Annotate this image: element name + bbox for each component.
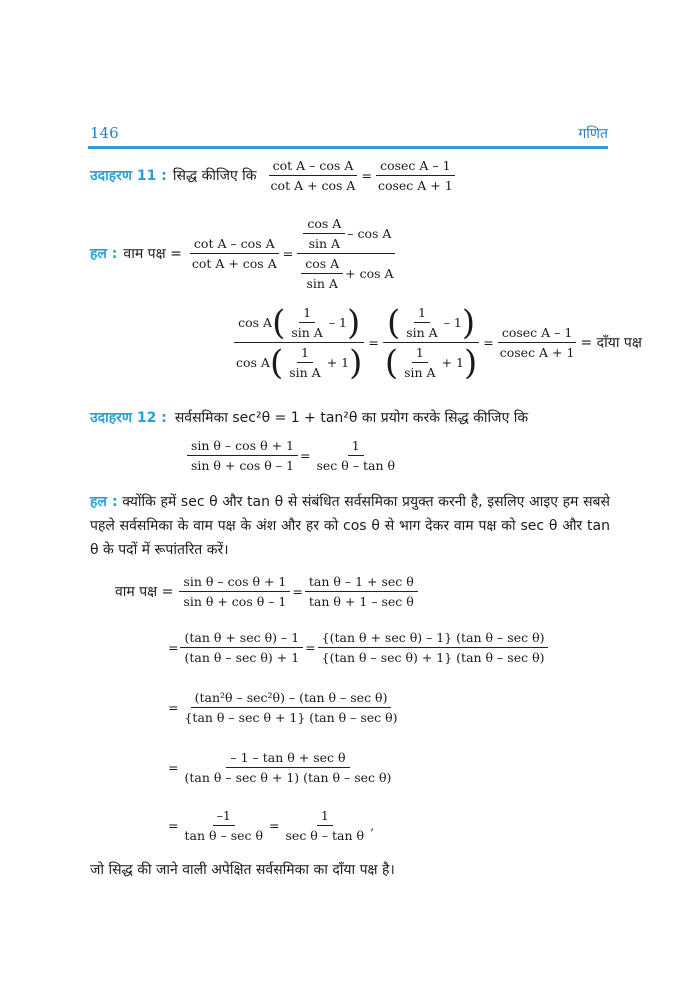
sol12-step-4: = $\frac{\text{– 1 – tan θ + sec θ}}{\text{(tan θ – sec θ + 1) (tan θ – sec θ)}}$ <box>168 750 397 785</box>
sol12-conclusion: जो सिद्ध की जाने वाली अपेक्षित सर्वसमिका का दाँया पक्ष है। <box>90 862 395 878</box>
sol12-s8-den: sec θ – tan θ <box>285 828 365 843</box>
ex12-lhs-num: sin θ – cos θ + 1 <box>187 438 298 456</box>
ex11-lhs-den: cot A + cos A <box>270 178 356 193</box>
sol12-s5-num: (tan²θ – sec²θ) – (tan θ – sec θ) <box>191 690 392 708</box>
sol12-step-3: = $\frac{\text{(tan²θ – sec²θ) – (tan θ – sec θ)}}{\text{\{tan θ – sec θ + 1\} (tan θ – sec θ)}}$ <box>168 690 404 725</box>
sol12-s7-den: tan θ – sec θ <box>184 828 264 843</box>
sol11-step2-a-inner <box>287 305 326 340</box>
sol12-s8-num: 1 <box>317 808 333 826</box>
sol12-s2 <box>305 574 418 609</box>
sol11-step2-b-inner <box>402 305 441 340</box>
example-11-statement: सिद्ध कीजिए कि <box>172 168 257 184</box>
sol11-compound-num <box>297 216 395 254</box>
sol12-step-2: = $\frac{\text{(tan θ + sec θ) – 1}}{\text{(tan θ – sec θ) + 1}}$ = $\frac{\text{\{(tan θ + sec θ) – 1\} (tan θ – sec θ)}}{\text{\{(tan θ – sec θ) + 1\} (tan θ – sec θ)}}$ <box>168 630 550 665</box>
sol11-step2-result <box>496 325 579 360</box>
solution-11-label: हल : <box>90 246 118 262</box>
ex11-lhs-num: cot A – cos A <box>269 158 358 176</box>
example-11-label: उदाहरण 11 : <box>90 168 167 184</box>
ex11-rhs-den: cosec A + 1 <box>377 178 453 193</box>
sol11-step2-b-num: ( $\frac{1}{\text{sin A}}$ – 1 ) <box>383 305 479 343</box>
sol11-step2-a-minus-one: – 1 <box>328 315 347 330</box>
sol12-s4-num: {(tan θ + sec θ) – 1} (tan θ – sec θ) <box>318 630 549 648</box>
ex12-rhs-fraction <box>312 438 399 473</box>
sol11-rhs-text: = दाँया पक्ष <box>580 335 642 351</box>
sol11-inner-bottom-den: sin A <box>306 276 338 291</box>
sol12-s3 <box>180 630 303 665</box>
page-number: 146 <box>90 124 119 142</box>
ex11-rhs-num: cosec A – 1 <box>376 158 455 176</box>
sol11-step2-a-den: cos A ( $\frac{1}{\text{sin A}}$ + 1 ) <box>236 342 363 383</box>
sol12-s8 <box>282 808 369 843</box>
sol11-inner-bottom-num: cos A <box>301 256 343 274</box>
sol12-s5-den: {tan θ – sec θ + 1} (tan θ – sec θ) <box>184 710 398 725</box>
sol11-step2-result-den: cosec A + 1 <box>499 345 575 360</box>
ex12-lhs-fraction <box>187 438 298 473</box>
sol11-step2-a-plus-one: + 1 <box>326 355 350 370</box>
sol11-step2-frac-a <box>232 302 366 383</box>
ex12-lhs-den: sin θ + cos θ – 1 <box>191 458 294 473</box>
sol11-step2-b-den-inner-den: sin A <box>404 365 436 380</box>
sol11-minus-cos: – cos A <box>347 226 392 241</box>
sol12-s3-den: (tan θ – sec θ) + 1 <box>184 650 300 665</box>
sol11-step2-b-den-inner-num: 1 <box>412 345 428 363</box>
ex12-rhs-num: 1 <box>348 438 364 456</box>
ex11-rhs-fraction <box>374 158 457 193</box>
subject-title: गणित <box>578 126 608 142</box>
sol12-s1-num: sin θ – cos θ + 1 <box>179 574 290 592</box>
example-12-label: उदाहरण 12 : <box>90 410 167 426</box>
solution-12-text: क्योंकि हमें sec θ और tan θ से संबंधित सर्वसमिका प्रयुक्त करनी है, इसलिए आइए हम सबसे पहले सर्वसमिका के वाम पक्ष के अंश और हर को cos θ से भाग देकर वाम पक्ष को sec θ और tan θ के पदों में रूपांतरित करें। <box>90 494 610 558</box>
sol11-compound-den <box>295 254 397 291</box>
sol12-s3-num: (tan θ + sec θ) – 1 <box>180 630 303 648</box>
example-12 <box>90 408 610 427</box>
sol11-inner-bottom <box>301 256 343 291</box>
sol11-step2-a-num: cos A ( $\frac{1}{\text{sin A}}$ – 1 ) <box>234 305 364 343</box>
sol11-frac-a-den: cot A + cos A <box>191 256 277 271</box>
sol11-step2-a-den-inner-den: sin A <box>289 365 321 380</box>
sol12-s6-num: – 1 – tan θ + sec θ <box>226 750 349 768</box>
sol11-step2-b-minus-one: – 1 <box>443 315 462 330</box>
sol11-inner-top <box>303 216 345 251</box>
sol12-s6-den: (tan θ – sec θ + 1) (tan θ – sec θ) <box>184 770 392 785</box>
sol11-frac-a-num: cot A – cos A <box>190 236 279 254</box>
sol11-inner-top-den: sin A <box>308 236 341 251</box>
sol12-s7 <box>180 808 267 843</box>
solution-11-step-2: cos A ( $\frac{1}{\text{sin A}}$ – 1 ) cos A ( $\frac{1}{\text{sin A}}$ + 1 ) = ( $\frac{1}{\text{sin A}}$ – 1 ) ( $\frac{1}{\text{sin A}}$ + 1 ) = $\frac{\text{cosec A – 1}}{\text{cosec A + 1}}$ = दाँया पक्ष <box>230 305 642 380</box>
sol12-s4 <box>318 630 549 665</box>
sol11-step2-a-cos: cos A <box>238 315 273 330</box>
sol11-step2-result-num: cosec A – 1 <box>498 325 577 343</box>
header-rule <box>88 146 608 149</box>
sol12-s6 <box>180 750 395 785</box>
solution-11-lhs-text: वाम पक्ष = <box>123 246 182 262</box>
example-12-statement: सर्वसमिका sec²θ = 1 + tan²θ का प्रयोग करके सिद्ध कीजिए कि <box>174 410 529 426</box>
solution-11-step-1: हल : वाम पक्ष = $\frac{\text{cot A – cos A}}{\text{cot A + cos A}}$ = $\frac{\text{cos A}}{\text{sin A}}$ – cos A $\frac{\text{cos A}}{\text{sin A}}$ + cos A <box>90 216 400 291</box>
solution-12-label: हल : <box>90 494 118 510</box>
example-11: उदाहरण 11 : सिद्ध कीजिए कि $\frac{\text{cot A – cos A}}{\text{cot A + cos A}}$ = $\frac{\text{cosec A – 1}}{\text{cosec A + 1}}$ <box>90 158 459 193</box>
sol11-inner-top-num: cos A <box>303 216 345 234</box>
sol11-step2-a-inner-num: 1 <box>299 305 315 323</box>
sol12-lhs-text: वाम पक्ष = <box>115 584 174 600</box>
sol11-step2-b-den-inner <box>400 345 439 380</box>
sol11-step2-b-den: ( $\frac{1}{\text{sin A}}$ + 1 ) <box>384 342 478 383</box>
example-12-identity: $\frac{\text{sin θ – cos θ + 1}}{\text{sin θ + cos θ – 1}}$ = $\frac{1}{\text{sec θ – tan θ}}$ <box>185 438 401 473</box>
sol12-s1 <box>179 574 290 609</box>
solution-12-paragraph <box>90 490 610 562</box>
sol12-step-1: वाम पक्ष = $\frac{\text{sin θ – cos θ + 1}}{\text{sin θ + cos θ – 1}}$ = $\frac{\text{tan θ – 1 + sec θ}}{\text{tan θ + 1 – sec θ}}$ <box>115 574 420 609</box>
sol12-s1-den: sin θ + cos θ – 1 <box>183 594 287 609</box>
sol11-step2-a-den-inner <box>285 345 324 380</box>
sol12-s4-den: {(tan θ – sec θ) + 1} (tan θ – sec θ) <box>321 650 545 665</box>
sol11-step2-a-inner-den: sin A <box>291 325 323 340</box>
ex12-rhs-den: sec θ – tan θ <box>316 458 396 473</box>
sol11-step2-b-plus-one: + 1 <box>441 355 464 370</box>
sol11-step2-a-den-cos: cos A <box>236 355 270 370</box>
sol12-s2-num: tan θ – 1 + sec θ <box>305 574 418 592</box>
sol12-step-5: = $\frac{-1}{\text{tan θ – sec θ}}$ = $\frac{1}{\text{sec θ – tan θ}}$ , <box>168 808 375 843</box>
sol11-compound-fraction <box>295 216 397 291</box>
sol11-frac-a <box>188 236 281 271</box>
sol11-step2-a-den-inner-num: 1 <box>297 345 313 363</box>
sol11-step2-frac-b <box>381 302 481 383</box>
sol12-s2-den: tan θ + 1 – sec θ <box>308 594 414 609</box>
sol12-s7-num: –1 <box>213 808 235 826</box>
ex11-lhs-fraction <box>267 158 360 193</box>
sol12-s5 <box>180 690 401 725</box>
sol11-plus-cos: + cos A <box>345 266 394 281</box>
sol11-step2-b-inner-den: sin A <box>406 325 438 340</box>
sol11-step2-b-inner-num: 1 <box>414 305 430 323</box>
